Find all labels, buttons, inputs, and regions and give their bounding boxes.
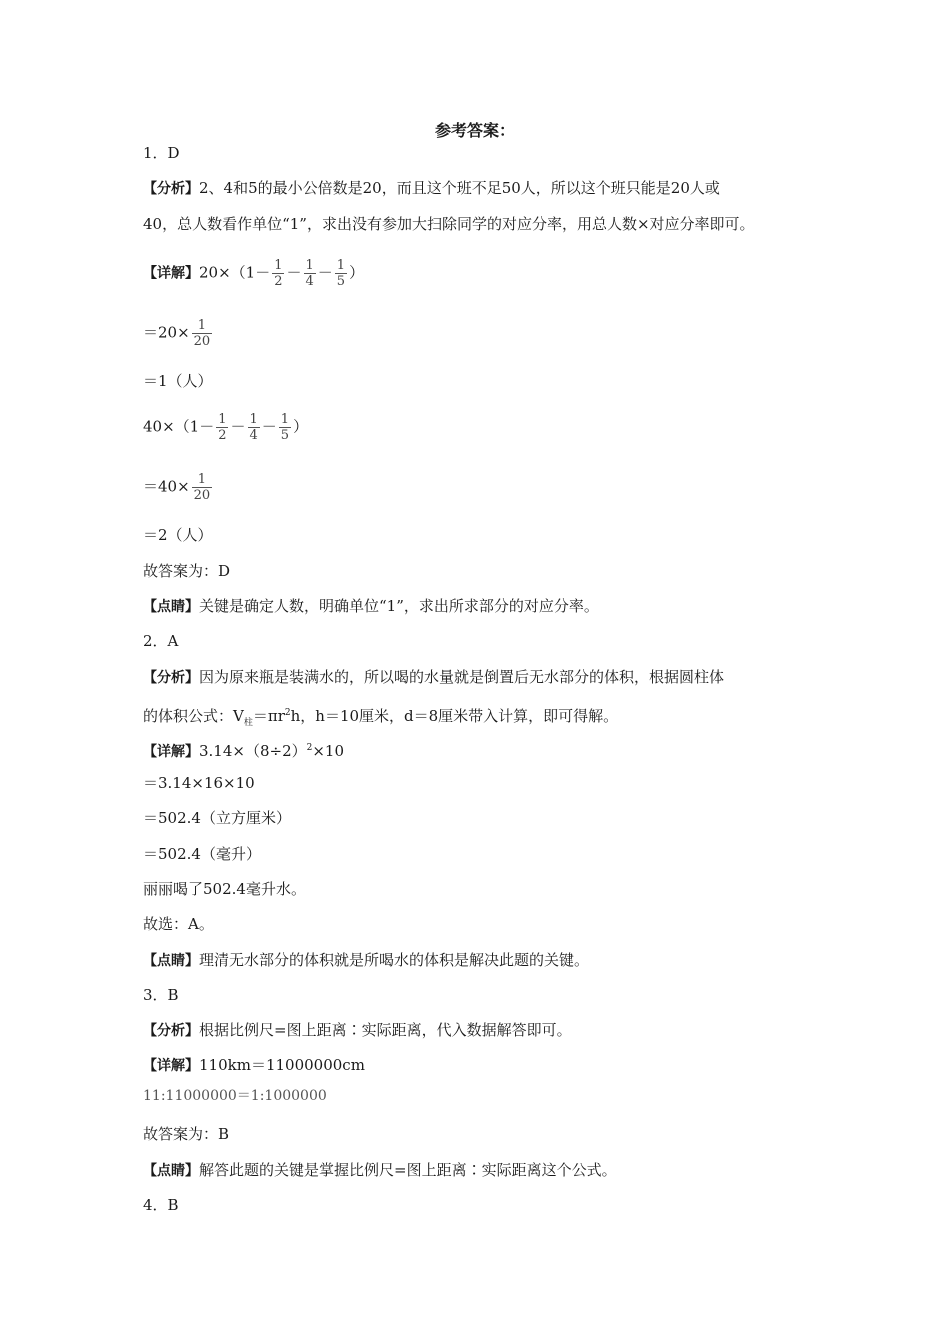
q3-analysis-text: 根据比例尺=图上距离∶实际距离，代入数据解答即可。 [199,1021,572,1039]
analysis-tag: 【分析】 [143,181,199,197]
step-prefix: ＝40× [143,477,190,496]
q1-analysis-line2: 40，总人数看作单位“1”，求出没有参加大扫除同学的对应分率，用总人数×对应分率即可。 [143,215,755,233]
expr-prefix: 40×（1－ [143,417,215,436]
frac-den: 4 [305,274,314,289]
minus-sign: － [317,263,333,282]
q2-detail [143,738,344,762]
detail-tag: 【详解】 [143,1058,199,1074]
q1-step2: ＝1（人） [143,372,213,390]
frac-num: 1 [305,258,314,273]
key-tag: 【点睛】 [143,599,199,615]
detail-part: ×10 [312,742,345,760]
q1-key-text: 关键是确定人数，明确单位“1”，求出所求部分的对应分率。 [199,597,599,615]
frac-den: 2 [218,428,227,443]
fraction-quarter [304,258,316,289]
q3-detail [143,1055,365,1076]
frac-num: 1 [274,258,283,273]
minus-sign: － [286,263,302,282]
q1-analysis-text1: 2、4和5的最小公倍数是20，而且这个班不足50人，所以这个班只能是20人或 [199,179,720,197]
frac-den: 2 [274,274,283,289]
formula-superscript: 2 [284,708,291,718]
q1-answer: 故答案为：D [143,562,231,580]
q3-key-point [143,1160,617,1181]
q3-heading: 3．B [143,986,179,1004]
step-prefix: ＝20× [143,323,190,342]
detail-superscript: 2 [306,743,313,753]
q3-ratio: 11:11000000＝1:1000000 [143,1088,327,1104]
q1-key-point [143,596,599,617]
fraction-half [216,412,228,443]
fraction-fifth [335,258,347,289]
q1-detail-expr1 [143,258,364,289]
frac-den: 20 [193,334,211,349]
frac-num: 1 [336,258,346,273]
q2-step2: ＝502.4（立方厘米） [143,809,291,827]
q2-analysis-text1: 因为原来瓶是装满水的，所以喝的水量就是倒置后无水部分的体积，根据圆柱体 [199,668,725,686]
q2-step1: ＝3.14×16×10 [143,774,255,792]
detail-tag: 【详解】 [143,744,199,760]
q3-analysis [143,1020,572,1041]
frac-num: 1 [197,472,207,487]
frac-den: 5 [336,274,346,289]
frac-num: 1 [197,318,207,333]
analysis-tag: 【分析】 [143,1023,199,1039]
detail-part: 3.14×（8÷2） [199,742,307,760]
key-tag: 【点睛】 [143,953,199,969]
frac-den: 20 [193,488,211,503]
q1-heading: 1．D [143,144,180,162]
q3-answer: 故答案为：B [143,1125,230,1143]
formula-part: ＝πr [252,707,285,725]
minus-sign: － [230,417,246,436]
close-paren: ） [293,417,309,436]
expr-prefix: 20×（1－ [199,263,271,282]
detail-tag: 【详解】 [143,265,199,282]
frac-den: 4 [249,428,258,443]
q2-answer: 故选：A。 [143,915,214,933]
q2-step3: ＝502.4（毫升） [143,845,261,863]
q1-analysis-line1 [143,178,720,199]
page-title: 参考答案： [434,121,515,140]
q1-detail-expr2 [143,412,308,443]
frac-num: 1 [218,412,227,427]
q1-step3 [143,472,214,503]
q1-step4: ＝2（人） [143,526,213,544]
key-tag: 【点睛】 [143,1163,199,1179]
close-paren: ） [349,263,365,282]
fraction-quarter [248,412,260,443]
q1-step1 [143,318,214,349]
q3-key-text: 解答此题的关键是掌握比例尺=图上距离∶实际距离这个公式。 [199,1161,617,1179]
fraction-half [272,258,284,289]
frac-den: 5 [280,428,290,443]
formula-subscript: 柱 [243,718,253,728]
q2-heading: 2．A [143,632,179,650]
q2-analysis-line2 [143,703,618,733]
formula-part: h，h＝10厘米，d＝8厘米带入计算，即可得解。 [290,707,619,725]
minus-sign: － [261,417,277,436]
q2-key-text: 理清无水部分的体积就是所喝水的体积是解决此题的关键。 [199,951,590,969]
analysis-tag: 【分析】 [143,670,199,686]
frac-num: 1 [280,412,290,427]
q4-heading: 4．B [143,1196,179,1214]
formula-part: 的体积公式：V [143,707,244,725]
fraction-fifth [279,412,291,443]
fraction-twentieth [192,472,213,503]
q3-detail-text: 110km＝11000000cm [199,1056,365,1074]
q2-conclusion: 丽丽喝了502.4毫升水。 [143,880,306,898]
q2-key-point [143,950,589,971]
fraction-twentieth [192,318,213,349]
frac-num: 1 [249,412,258,427]
q2-analysis-line1 [143,667,724,688]
